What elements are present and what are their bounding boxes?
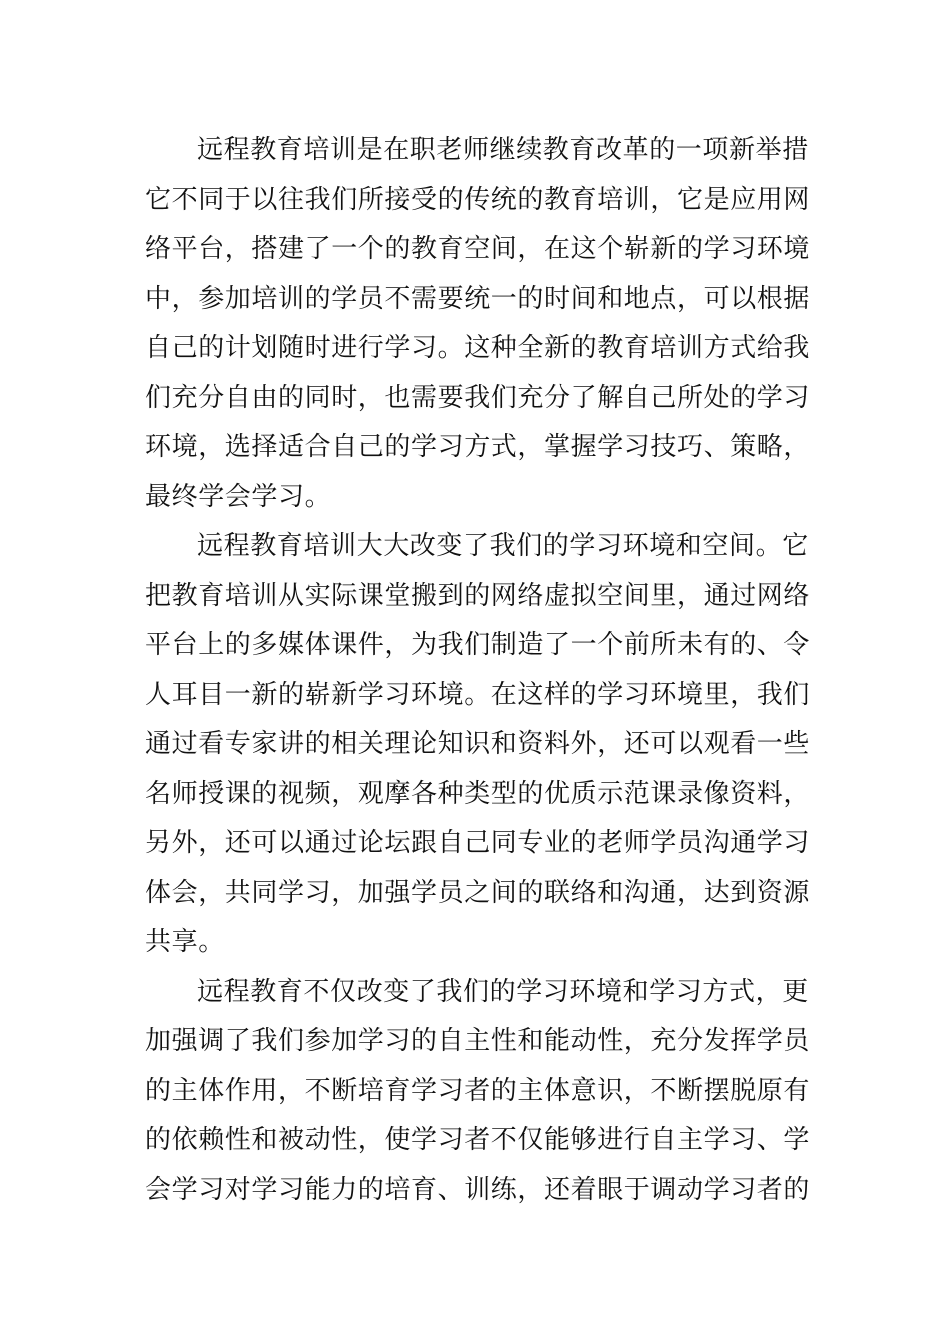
text-line: 名师授课的视频，观摩各种类型的优质示范课录像资料，	[145, 778, 811, 809]
text-line: 通过看专家讲的相关理论知识和资料外，还可以观看一些	[145, 729, 811, 759]
text-line: 体会，共同学习，加强学员之间的联络和沟通，达到资源	[145, 877, 811, 908]
paragraph-3	[145, 968, 811, 1216]
text-line: 络平台，搭建了一个的教育空间，在这个崭新的学习环境	[145, 234, 811, 264]
text-line: 最终学会学习。	[145, 481, 332, 512]
text-line: 远程教育培训是在职老师继续教育改革的一项新举措	[197, 135, 809, 165]
paragraph-2	[145, 522, 811, 968]
text-line: 加强调了我们参加学习的自主性和能动性，充分发挥学员	[145, 1026, 811, 1056]
text-line: 们充分自由的同时，也需要我们充分了解自己所处的学习	[145, 382, 811, 413]
text-line: 中，参加培训的学员不需要统一的时间和地点，可以根据	[145, 283, 811, 314]
text-line: 它不同于以往我们所接受的传统的教育培训，它是应用网	[145, 184, 811, 215]
text-line: 自己的计划随时进行学习。这种全新的教育培训方式给我	[145, 333, 811, 363]
text-line: 共享。	[145, 927, 225, 957]
text-line: 远程教育不仅改变了我们的学习环境和学习方式，更	[197, 976, 809, 1007]
text-line: 会学习对学习能力的培育、训练，还着眼于调动学习者的	[145, 1174, 811, 1205]
text-line: 把教育培训从实际课堂搬到的网络虚拟空间里，通过网络	[145, 580, 811, 611]
text-line: 平台上的多媒体课件，为我们制造了一个前所未有的、令	[145, 630, 811, 660]
document-body	[145, 126, 811, 1215]
paragraph-1	[145, 126, 811, 522]
text-line: 环境，选择适合自己的学习方式，掌握学习技巧、策略，	[145, 432, 811, 462]
text-line: 的依赖性和被动性，使学习者不仅能够进行自主学习、学	[145, 1125, 811, 1155]
text-line: 另外，还可以通过论坛跟自己同专业的老师学员沟通学习	[145, 828, 811, 858]
text-line: 人耳目一新的崭新学习环境。在这样的学习环境里，我们	[145, 679, 811, 710]
text-line: 的主体作用，不断培育学习者的主体意识，不断摆脱原有	[145, 1075, 811, 1106]
text-line: 远程教育培训大大改变了我们的学习环境和空间。它	[197, 531, 809, 561]
